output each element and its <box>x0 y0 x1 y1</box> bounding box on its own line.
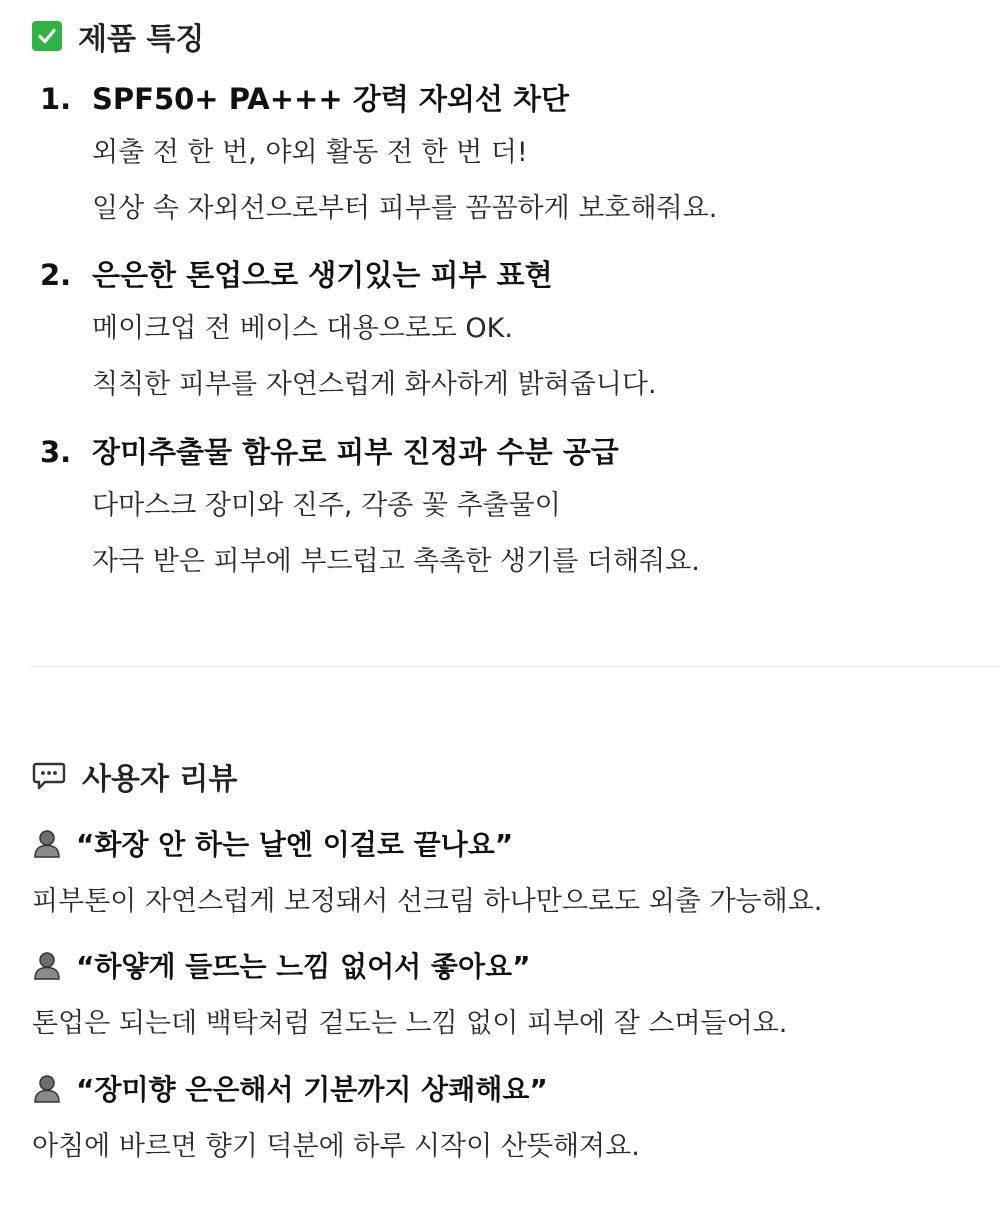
review-body: 피부톤이 자연스럽게 보정돼서 선크림 하나만으로도 외출 가능해요. <box>32 886 823 917</box>
review-body: 톤업은 되는데 백탁처럼 겉도는 느낌 없이 피부에 잘 스며들어요. <box>32 1008 788 1039</box>
features-heading-label: 제품 특징 <box>78 22 205 57</box>
feature-title-3 <box>40 435 980 470</box>
feature-description-line: 일상 속 자외선으로부터 피부를 꼼꼼하게 보호해줘요. <box>92 192 718 224</box>
review-body: 아침에 바르면 향기 덕분에 하루 시작이 산뜻해져요. <box>32 1131 640 1162</box>
review-item-3 <box>32 1068 982 1163</box>
person-icon <box>32 1073 62 1103</box>
check-mark-icon <box>32 21 62 51</box>
speech-bubble-icon <box>32 761 66 791</box>
reviews-heading-label: 사용자 리뷰 <box>82 762 238 797</box>
feature-title-text: 장미추출물 함유로 피부 진정과 수분 공급 <box>92 435 619 469</box>
review-title-text: “장미향 은은해서 기분까지 상쾌해요” <box>76 1073 548 1106</box>
review-title-text: “화장 안 하는 날엔 이걸로 끝나요” <box>76 828 514 861</box>
review-title <box>32 945 982 985</box>
feature-number: 1. <box>40 82 72 116</box>
person-icon <box>32 950 62 980</box>
feature-item-2 <box>40 258 980 413</box>
feature-description-line: 메이크업 전 베이스 대용으로도 OK. <box>92 312 513 344</box>
feature-title-text: SPF50+ PA+++ 강력 자외선 차단 <box>92 82 570 116</box>
review-item-1 <box>32 823 982 918</box>
feature-description-line: 자극 받은 피부에 부드럽고 촉촉한 생기를 더해줘요. <box>92 545 700 577</box>
feature-item-3 <box>40 435 980 590</box>
feature-title-2 <box>40 258 980 293</box>
review-title <box>32 823 982 863</box>
feature-number: 3. <box>40 435 72 469</box>
review-title-text: “하얗게 들뜨는 느낌 없어서 좋아요” <box>76 950 531 983</box>
person-icon <box>32 828 62 858</box>
feature-description-line: 칙칙한 피부를 자연스럽게 화사하게 밝혀줍니다. <box>92 368 657 400</box>
feature-title-text: 은은한 톤업으로 생기있는 피부 표현 <box>92 258 553 292</box>
section-divider <box>30 666 1000 667</box>
feature-title-1 <box>40 82 980 117</box>
feature-number: 2. <box>40 258 72 292</box>
review-title <box>32 1068 982 1108</box>
feature-description-line: 다마스크 장미와 진주, 각종 꽃 추출물이 <box>92 489 561 521</box>
feature-description-line: 외출 전 한 번, 야외 활동 전 한 번 더! <box>92 136 528 168</box>
review-item-2 <box>32 945 982 1040</box>
feature-item-1 <box>40 82 980 237</box>
reviews-heading <box>32 754 237 798</box>
features-heading <box>32 14 204 58</box>
